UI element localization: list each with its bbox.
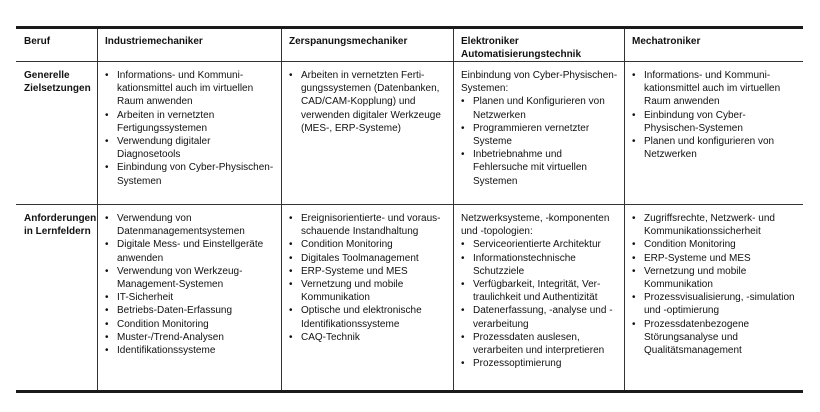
list-item: • Inbetriebnahme und Fehlersuche mit virtuellen Systemen — [461, 148, 619, 188]
list-item: • Arbeiten in vernetzten Fertigungssystemen — [105, 109, 275, 135]
list-item: • Programmieren vernetzter Systeme — [461, 122, 619, 148]
list-item: • Verwendung digitaler Diagnosetools — [105, 135, 275, 161]
row-label-zielsetzungen — [24, 69, 96, 95]
list-item: • Digitale Mess- und Einstellgeräte anwenden — [105, 238, 275, 264]
row-label-line2: Zielsetzungen — [24, 83, 91, 94]
list-item: • Informations- und Kommuni-kationsmittel auch im virtuellen Raum anwenden — [105, 69, 275, 109]
column-divider — [97, 29, 98, 390]
list-item: • Datenerfassung, -analyse und -verarbeitung — [461, 304, 619, 330]
list-item: • Condition Monitoring — [632, 238, 797, 251]
list-item: • Einbindung von Cyber-Physischen-Systemen — [105, 161, 275, 187]
list-item: • Planen und konfigurieren von Netzwerken — [632, 135, 797, 161]
list-item: • Verfügbarkeit, Integrität, Ver-traulichkeit und Authentizität — [461, 278, 619, 304]
list-item: • Optische und elektronische Identifikationssysteme — [289, 304, 447, 330]
comparison-table — [16, 26, 803, 393]
list-item: • Prozessdatenbezogene Störungsanalyse und Qualitätsmanagement — [632, 318, 797, 358]
list-item: • Ereignisorientierte- und voraus-schauende Instandhaltung — [289, 212, 447, 238]
row-label-line1: Anforderungen — [24, 213, 97, 224]
header-industriemechaniker: Industriemechaniker — [105, 36, 203, 47]
header-elektroniker-line2: Automatisierungstechnik — [461, 49, 582, 60]
list-item: • Vernetzung und mobile Kommunikation — [289, 278, 447, 304]
cell-mechatroniker-lernfelder — [632, 212, 797, 357]
list-item: • Serviceorientierte Architektur — [461, 238, 619, 251]
list-item: • ERP-Systeme und MES — [632, 252, 797, 265]
list-item: • Prozessdaten auslesen, verarbeiten und interpretieren — [461, 331, 619, 357]
list-item: • Zugriffsrechte, Netzwerk- und Kommunikationssicherheit — [632, 212, 797, 238]
header-mechatroniker: Mechatroniker — [632, 36, 701, 47]
list-item: • Prozessoptimierung — [461, 357, 619, 370]
cell-intro: Netzwerksysteme, -komponenten und -topologien: — [461, 213, 610, 238]
cell-elektroniker-zielsetzungen — [461, 69, 619, 188]
list-item: • Prozessvisualisierung, -simulation und -optimierung — [632, 291, 797, 317]
row-label-lernfelder — [24, 212, 96, 238]
list-item: • Informations- und Kommuni-kationsmittel auch im virtuellen Raum anwenden — [632, 69, 797, 109]
list-item: • Condition Monitoring — [289, 238, 447, 251]
header-elektroniker-line1: Elektroniker — [461, 36, 519, 47]
header-zerspanungsmechaniker: Zerspanungsmechaniker — [289, 36, 408, 47]
list-item: • Verwendung von Datenmanagementsystemen — [105, 212, 275, 238]
row-label-line2: in Lernfeldern — [24, 226, 91, 237]
column-divider — [281, 29, 282, 390]
list-item: • Muster-/Trend-Analysen — [105, 331, 275, 344]
list-item: • IT-Sicherheit — [105, 291, 275, 304]
header-elektroniker — [461, 35, 621, 61]
cell-elektroniker-lernfelder — [461, 212, 619, 370]
list-item: • Digitales Toolmanagement — [289, 252, 447, 265]
row-divider — [16, 61, 803, 62]
cell-zerspanung-zielsetzungen — [289, 69, 447, 135]
cell-zerspanung-lernfelder — [289, 212, 447, 344]
list-item: • CAQ-Technik — [289, 331, 447, 344]
row-label-line1: Generelle — [24, 70, 70, 81]
list-item: • Condition Monitoring — [105, 318, 275, 331]
column-divider — [453, 29, 454, 390]
list-item: • Planen und Konfigurieren von Netzwerken — [461, 95, 619, 121]
list-item: • Einbindung von Cyber-Physischen-Systemen — [632, 109, 797, 135]
list-item: • ERP-Systeme und MES — [289, 265, 447, 278]
cell-industrie-zielsetzungen — [105, 69, 275, 188]
list-item: • Arbeiten in vernetzten Ferti-gungssystemen (Datenbanken, CAD/CAM-Kopplung) und verwenden digitaler Werkzeuge (MES-, ERP-Systeme) — [289, 69, 447, 135]
list-item: • Identifikationssysteme — [105, 344, 275, 357]
cell-intro: Einbindung von Cyber-Physischen-Systemen: — [461, 70, 618, 95]
row-divider — [16, 204, 803, 205]
cell-mechatroniker-zielsetzungen — [632, 69, 797, 161]
cell-industrie-lernfelder — [105, 212, 275, 357]
list-item: • Betriebs-Daten-Erfassung — [105, 304, 275, 317]
header-beruf: Beruf — [24, 36, 51, 47]
column-divider — [624, 29, 625, 390]
list-item: • Vernetzung und mobile Kommunikation — [632, 265, 797, 291]
list-item: • Informationstechnische Schutzziele — [461, 252, 619, 278]
list-item: • Verwendung von Werkzeug-Management-Systemen — [105, 265, 275, 291]
